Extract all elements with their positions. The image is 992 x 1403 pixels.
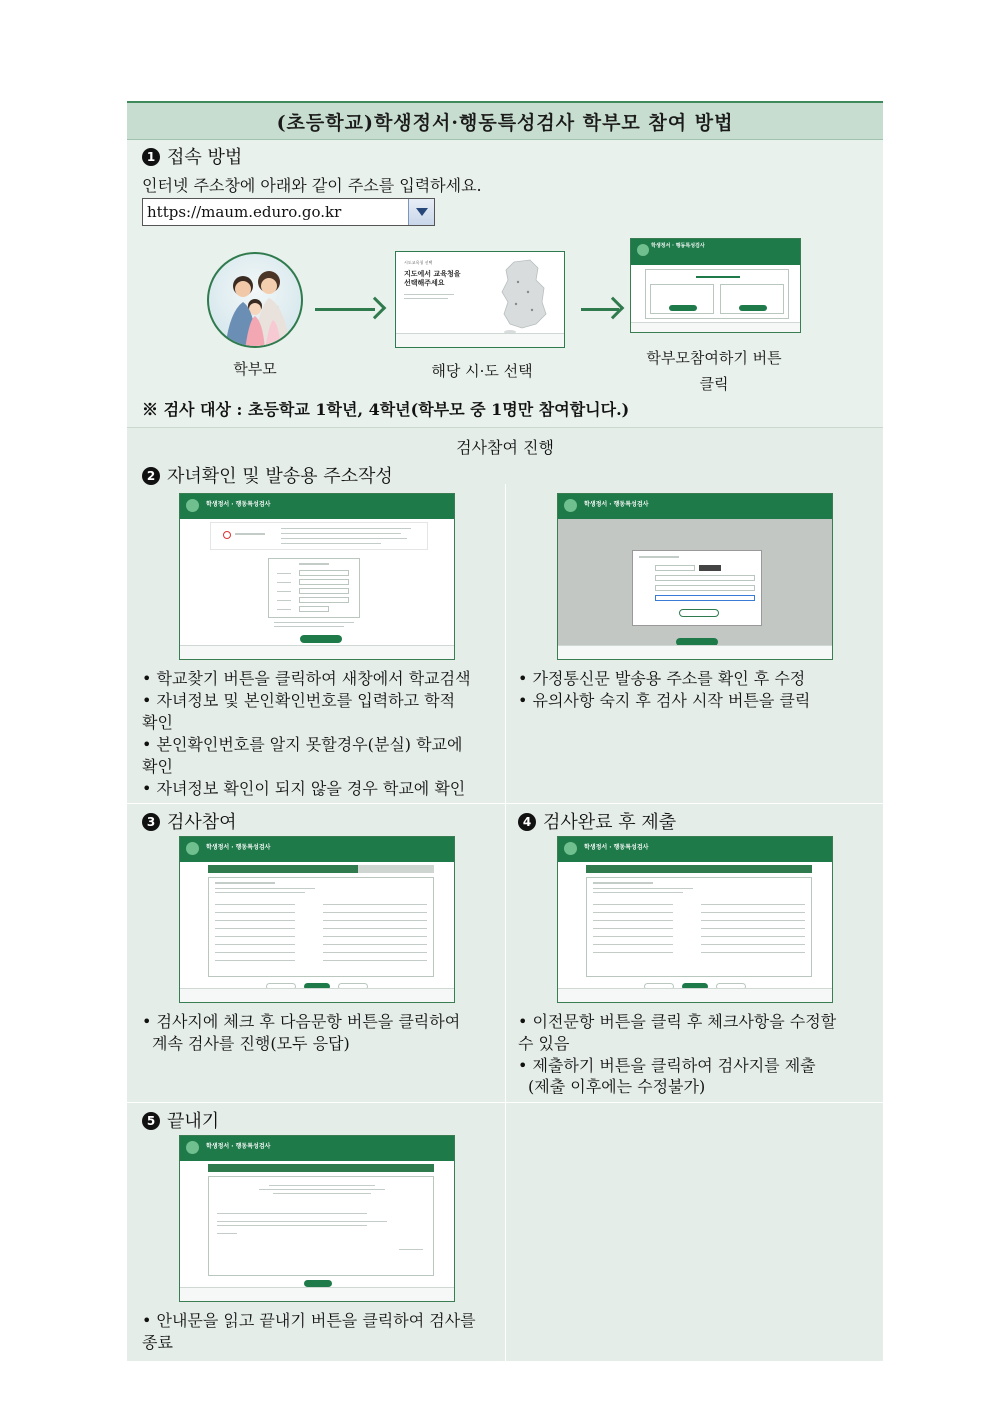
target-note: ※ 검사 대상 : 초등학교 1학년, 4학년(학부모 중 1명만 참여합니다.) bbox=[142, 400, 630, 419]
guide-document bbox=[127, 101, 883, 1359]
document-title: (초등학교)학생정서·행동특성검사 학부모 참여 방법 bbox=[127, 103, 883, 140]
progress-section bbox=[127, 428, 883, 1361]
step3-heading: 3 검사참여 bbox=[142, 808, 237, 834]
step1-section bbox=[127, 140, 883, 428]
survey-screenshot: 학생정서 · 행동특성검사 bbox=[179, 836, 455, 1003]
arrow-right-icon bbox=[315, 298, 385, 320]
url-combobox[interactable] bbox=[142, 198, 435, 226]
step1-heading: 1 접속 방법 bbox=[142, 143, 242, 169]
dropdown-arrow-icon[interactable] bbox=[408, 199, 434, 225]
parent-join-screenshot: 학생정서 · 행동특성검사 bbox=[630, 238, 801, 333]
caption-parent: 학부모 bbox=[233, 360, 277, 378]
submit-screenshot: 학생정서 · 행동특성검사 bbox=[557, 836, 833, 1003]
child-verify-screenshot: 학생정서 · 행동특성검사 bbox=[179, 493, 455, 660]
caption-click-button: 학부모참여하기 버튼 클릭 bbox=[646, 349, 782, 393]
step1-instruction: 인터넷 주소창에 아래와 같이 주소를 입력하세요. bbox=[142, 176, 482, 195]
step4-bullets: • 이전문항 버튼을 클릭 후 체크사항을 수정할 수 있음 • 제출하기 버튼을 클릭하여 검사지를 제출 (제출 이후에는 수정불가) bbox=[518, 1012, 837, 1096]
step2-heading: 2 자녀확인 및 발송용 주소작성 bbox=[142, 462, 393, 488]
step4-heading: 4 검사완료 후 제출 bbox=[518, 808, 676, 834]
step5-heading: 5 끝내기 bbox=[142, 1107, 219, 1133]
step2-right-bullets: • 가정통신문 발송용 주소를 확인 후 수정 • 유의사항 숙지 후 검사 시작 버튼을 클릭 bbox=[518, 669, 811, 710]
step5-bullets: • 안내문을 읽고 끝내기 버튼을 클릭하여 검사를 종료 bbox=[142, 1311, 476, 1352]
step2-left-bullets: • 학교찾기 버튼을 클릭하여 새창에서 학교검색 • 자녀정보 및 본인확인번호를 입력하고 학적 확인 • 본인확인번호를 알지 못할경우(분실) 학교에 확인 • 자녀정보 확인이 되지 않을 경우 학교에 확인 bbox=[142, 669, 471, 798]
progress-header: 검사참여 진행 bbox=[456, 438, 554, 457]
korea-map-icon bbox=[492, 258, 552, 334]
address-modal-screenshot: 학생정서 · 행동특성검사 bbox=[557, 493, 833, 660]
family-photo bbox=[207, 252, 303, 348]
step-number-badge: 1 bbox=[142, 148, 160, 166]
caption-region: 해당 시·도 선택 bbox=[431, 362, 533, 380]
url-value: https://maum.eduro.go.kr bbox=[147, 203, 342, 221]
region-select-screenshot: 시도교육청 선택 지도에서 교육청을 선택해주세요 bbox=[395, 251, 565, 348]
finish-screenshot: 학생정서 · 행동특성검사 bbox=[179, 1135, 455, 1302]
step3-bullets: • 검사지에 체크 후 다음문항 버튼을 클릭하여 계속 검사를 진행(모두 응답) bbox=[142, 1012, 461, 1053]
